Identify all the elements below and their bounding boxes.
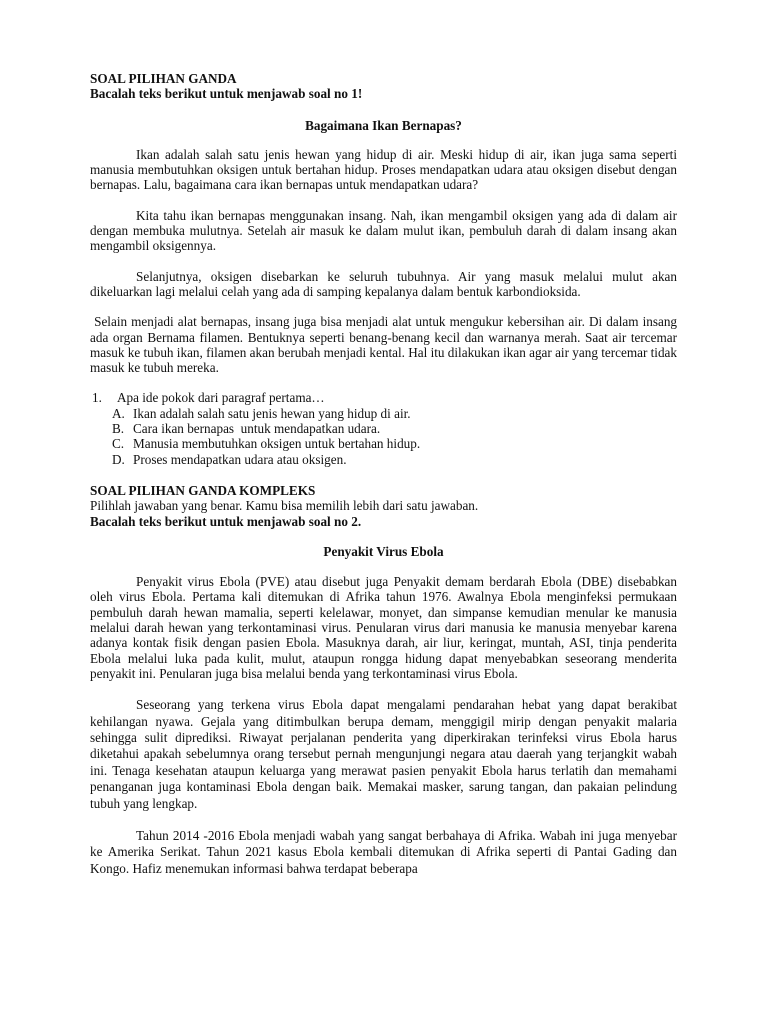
ebola-paragraph-3: Tahun 2014 -2016 Ebola menjadi wabah yang sangat berbahaya di Afrika. Wabah ini juga menyebar ke Amerika Serikat. Tahun 2021 kasus Ebola kembali ditemukan di Afrika seperti di Pantai Gading dan Kongo. Hafiz menemukan informasi bahwa terdapat beberapa: [90, 828, 677, 876]
paragraph-3: Selanjutnya, oksigen disebarkan ke seluruh tubuhnya. Air yang masuk melalui mulut akan dikeluarkan lagi melalui celah yang ada di samping kepalanya dalam bentuk karbondioksida.: [90, 268, 677, 299]
option-text: Manusia membutuhkan oksigen untuk bertahan hidup.: [133, 436, 421, 452]
paragraph-2: Kita tahu ikan bernapas menggunakan insang. Nah, ikan mengambil oksigen yang ada di dalam air dengan membuka mulutnya. Setelah air masuk ke dalam mulut ikan, pembuluh darah di dalam insang akan mengambil oksigennya.: [90, 207, 677, 254]
question-1-stem: [90, 390, 677, 405]
question-number: 1.: [92, 390, 102, 406]
section2-note: Pilihlah jawaban yang benar. Kamu bisa memilih lebih dari satu jawaban.: [90, 498, 479, 514]
section2-heading: SOAL PILIHAN GANDA KOMPLEKS: [90, 482, 316, 498]
option-a[interactable]: [90, 406, 677, 421]
section1-heading: SOAL PILIHAN GANDA: [90, 71, 237, 86]
question-1: [90, 390, 677, 466]
option-text: Proses mendapatkan udara atau oksigen.: [133, 451, 347, 467]
question-text: Apa ide pokok dari paragraf pertama…: [117, 390, 325, 406]
ebola-paragraph-2: Seseorang yang terkena virus Ebola dapat mengalami pendarahan hebat yang dapat berakibat kehilangan nyawa. Gejala yang ditimbulkan berupa demam, menggigil mirip dengan penyakit malaria sehingga sulit diprediksi. Riwayat perjalanan penderita yang diperkirakan terinfeksi virus Ebola harus diketahui apakah sebelumnya orang tersebut pernah mengunjungi negara atau daerah yang terjangkit wabah ini. Tenaga kesehatan ataupun keluarga yang merawat pasien penyakit Ebola harus terlatih dan memahami penanganan juga kontaminasi Ebola dengan baik. Memakai masker, sarung tangan, dan pakaian pelindung tubuh yang lengkap.: [90, 697, 677, 811]
option-letter: D.: [112, 451, 125, 467]
section2-title: Penyakit Virus Ebola: [323, 543, 444, 559]
option-letter: A.: [112, 405, 125, 421]
option-text: Cara ikan bernapas untuk mendapatkan udara.: [133, 421, 381, 437]
section2-instruction: Bacalah teks berikut untuk menjawab soal no 2.: [90, 513, 362, 529]
option-d[interactable]: [90, 452, 677, 467]
section1-instruction: Bacalah teks berikut untuk menjawab soal no 1!: [90, 86, 363, 102]
paragraph-1: Ikan adalah salah satu jenis hewan yang hidup di air. Meski hidup di air, ikan juga sama seperti manusia membutuhkan oksigen untuk bertahan hidup. Proses mendapatkan udara atau oksigen disebut dengan bernapas. Lalu, bagaimana cara ikan bernapas untuk mendapatkan udara?: [90, 146, 677, 193]
ebola-paragraph-1: Penyakit virus Ebola (PVE) atau disebut juga Penyakit demam berdarah Ebola (DBE) disebabkan oleh virus Ebola. Pertama kali ditemukan di Afrika tahun 1976. Awalnya Ebola menginfeksi permukaan pembuluh darah hewan mamalia, seperti kelelawar, monyet, dan simpanse kemudian menular ke manusia melalui darah hewan yang terkontaminasi virus. Penularan virus dari manusia ke manusia menyebar karena adanya kontak fisik dengan pasien Ebola. Masuknya darah, air liur, keringat, muntah, ASI, tinja penderita Ebola melalui luka pada kulit, mulut, ataupun rongga hidung dapat menyebabkan seseorang menderita penyakit ini. Penularan juga bisa melalui benda yang terkontaminasi virus Ebola.: [90, 574, 677, 681]
section1-title: Bagaimana Ikan Bernapas?: [305, 117, 462, 133]
option-letter: B.: [112, 421, 125, 437]
option-b[interactable]: [90, 421, 677, 436]
option-letter: C.: [112, 436, 125, 452]
paragraph-4: Selain menjadi alat bernapas, insang juga bisa menjadi alat untuk mengukur kebersihan air. Di dalam insang ada organ Bernama filamen. Bentuknya seperti benang-benang kecil dan warnanya merah. Saat air tercemar masuk ke tubuh ikan, filamen akan berubah menjadi kental. Hal itu dilakukan ikan agar air yang tercemar tidak masuk ke tubuh mereka.: [90, 314, 681, 376]
option-text: Ikan adalah salah satu jenis hewan yang hidup di air.: [133, 405, 411, 421]
document-content: [90, 71, 681, 877]
option-c[interactable]: [90, 436, 677, 451]
